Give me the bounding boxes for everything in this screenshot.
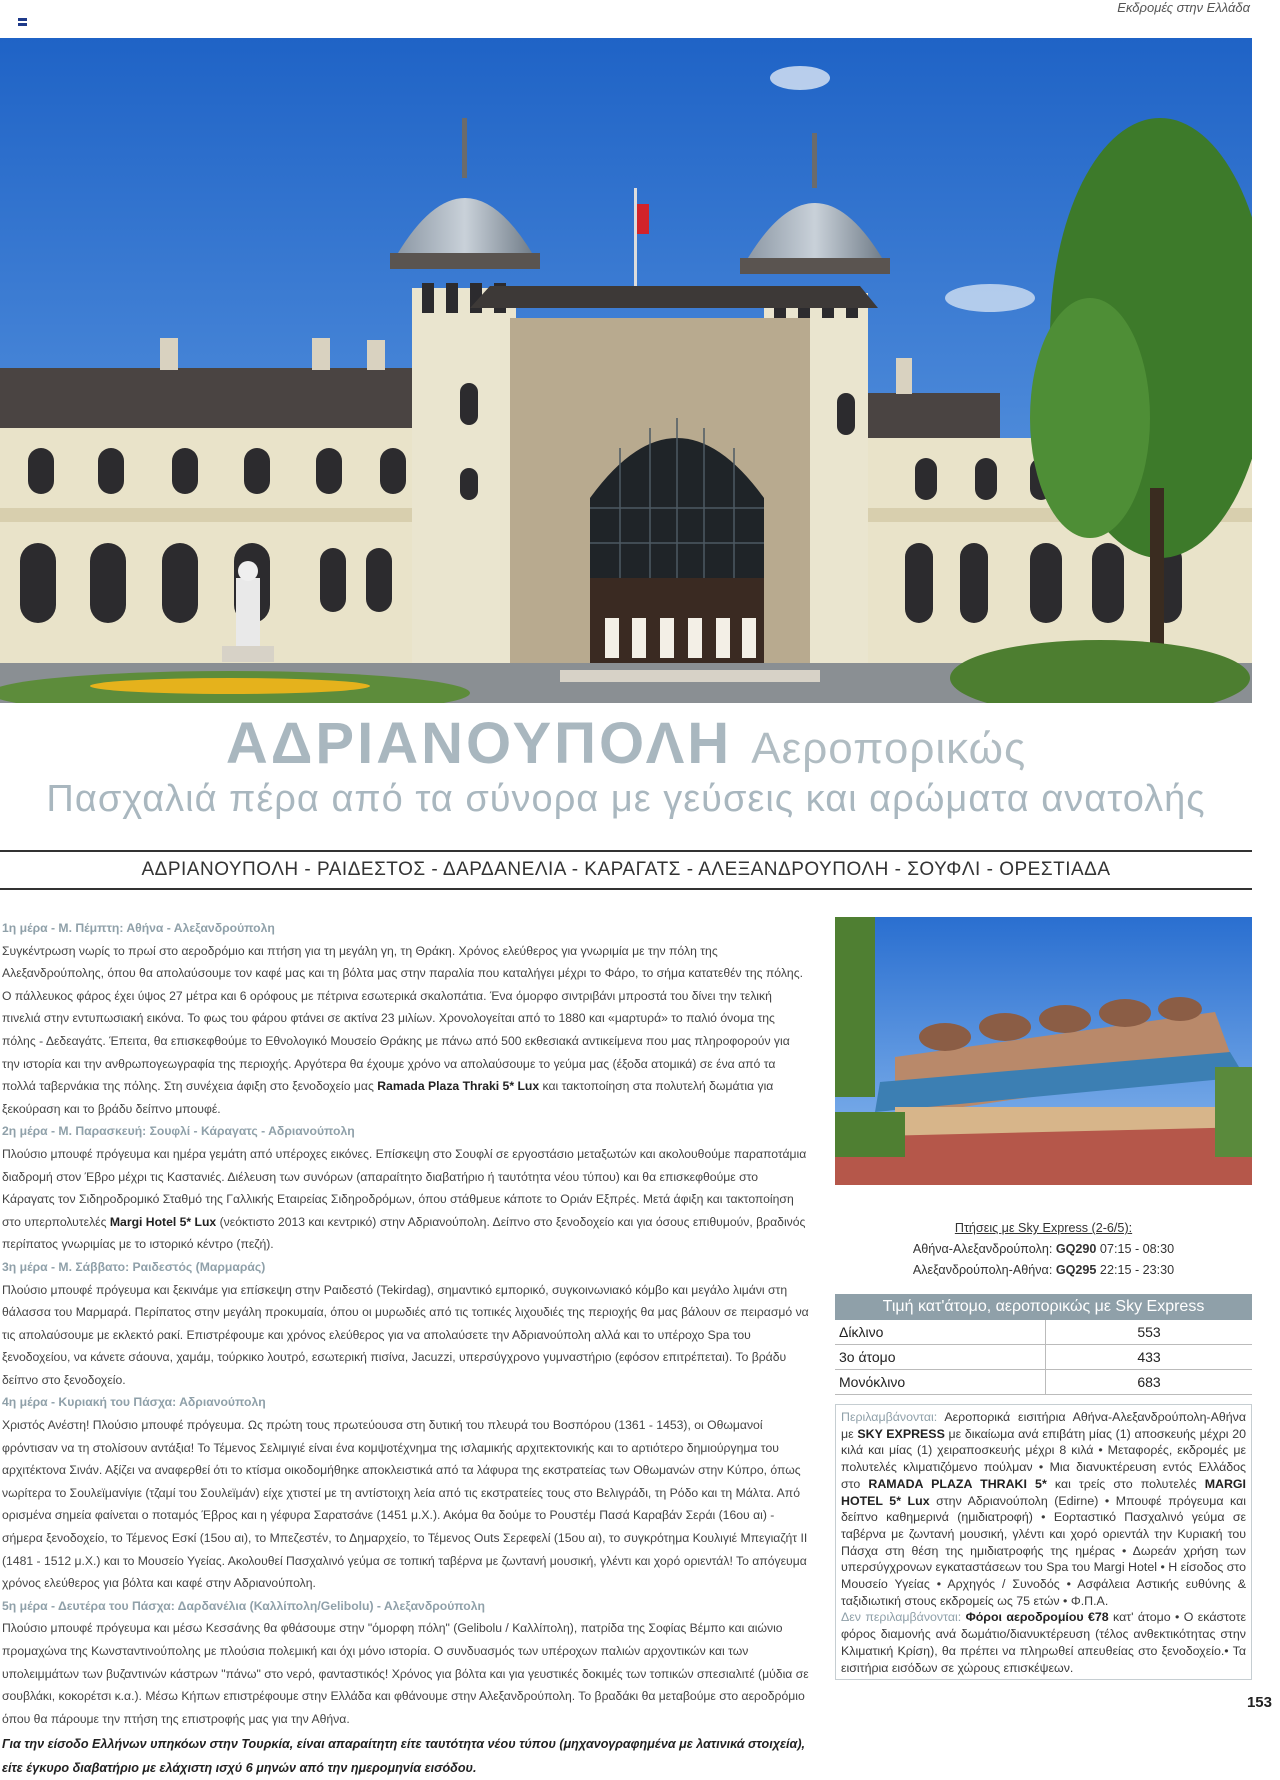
table-row: [835, 1320, 1252, 1345]
room-type: Μονόκλινο: [835, 1370, 1046, 1395]
includes-bold: MARGI HOTEL 5* Lux: [841, 1476, 1246, 1508]
photo-bazaar: [835, 917, 1252, 1185]
entry-notice: Για την είσοδο Ελλήνων υπηκόων στην Τουρκία, είναι απαραίτητη είτε ταυτότητα νέου τύπου (μηχανογραφημένα με λατινικά στοιχεία), είτε έγκυρο διαβατήριο με ελάχιστη ισχύ 6 μηνών από την ημερομηνία εισόδου.: [2, 1737, 806, 1776]
route-bar: ΑΔΡΙΑΝΟΥΠΟΛΗ - ΡΑΙΔΕΣΤΟΣ - ΔΑΡΔΑΝΕΛΙΑ - ΚΑΡΑΓΑΤΣ - ΑΛΕΞΑΝΔΡΟΥΠΟΛΗ - ΣΟΥΦΛΙ - ΟΡΕΣΤΙΑΔΑ: [0, 850, 1252, 890]
page-title: [0, 712, 1252, 776]
day-text: Πλούσιο μπουφέ πρόγευμα και ξεκινάμε για επίσκεψη στην Ραιδεστό (Tekirdag), σημαντικό εμπορικό, συγκοινωνιακό κόμβο και μεγάλο λιμάνι στη θάλασσα του Μαρμαρά. Περίπατος στην μεγάλη προκυμαία, όπου οι μυρωδιές από τις τοπικές λιχουδιές της περιοχής θα μας βάλουν σε πειρασμό να τις απολαύσουμε με εκλεκτό ρακί. Επιστρέφουμε και χρόνος ελεύθερος για να απολαύσετε την Αδριανούπολη αλλά και το υπέροχο Spa του ξενοδοχείου, να κάνετε σάουνα, χαμάμ, τούρκικο λουτρό, εσωτερική πισίνα, Jacuzzi, υπερσύγχρονο γυμναστήριο (εφόσον επιτρέπεται). Το βράδυ δείπνο στο ξενοδοχείο.: [2, 1282, 809, 1387]
day-text-part: και τακτοποίηση στα πολυτελή δωμάτια για ξεκούραση και το βράδυ δείπνο μπουφέ.: [2, 1079, 774, 1116]
includes-text: στην Αδριανούπολη (Edirne) • Μπουφέ πρόγευμα και δείπνο καθημερινά (ημιδιατροφή) • Εορταστικό Πασχαλινό γεύμα σε ταβέρνα με ζωντανή μουσική, γλέντι και χορό οριεντάλ την Κυριακή του Πάσχα στη θέση της ημιδιατροφής της ημέρας • Δωρεάν χρήση των υπερσύγχρονων εγκαταστάσεων του Spa του Margi Hotel • Η είσοδος στο Μουσείο Υγείας • Αρχηγός / Συνοδός • Ασφάλεια Αστικής ευθύνης & ταξιδιωτική στους εκδρομείς ως 75 ετών • Φ.Π.Α.: [841, 1493, 1247, 1608]
flight-code: GQ295: [1055, 1263, 1097, 1277]
price-table: [835, 1294, 1252, 1395]
excludes-lead: Δεν περιλαμβάνονται:: [841, 1610, 962, 1625]
day-text: [2, 940, 810, 1121]
includes-lead: Περιλαμβάνονται:: [841, 1410, 938, 1424]
price-header: Τιμή κατ'άτομο, αεροπορικώς με Sky Express: [835, 1294, 1252, 1320]
hotel-name: Margi Hotel 5* Lux: [109, 1214, 217, 1229]
section-label: Εκδρομές στην Ελλάδα: [1117, 0, 1250, 15]
excludes-bold: Φόροι αεροδρομίου €78: [961, 1610, 1109, 1625]
day-text: Πλούσιο μπουφέ πρόγευμα και μέσω Κεσσάνης θα φθάσουμε στην "όμορφη πόλη" (Gelibolu / Καλλίπολη), πατρίδα της Σοφίας Βέμπο και αιώνιο προμαχώνα της Κωνσταντινούπολης με πλούσια πολεμική και όχι μόνο ιστορία. Ο συνδυασμός των υπέροχων παλιών αρχοντικών και των υπολειμμάτων των βυζαντινών κάστρων "πάνω" στο νερό, φανταστικός! Χρόνος για βόλτα και για γευστικές δοκιμές των τοπικών σπεσιαλιτέ (μύδια σε σουβλάκι, κοκορέτσι κ.α.). Μέσω Κήπων επιστρέφουμε στην Ελλάδα και φθάνουμε στην Αλεξανδρούπολη. Το βραδάκι θα μεταβούμε στο αεροδρόμιο όπου θα πάρουμε την πτήση της επιστροφής μας για την Αθήνα.: [2, 1621, 809, 1726]
title-main: ΑΔΡΙΑΝΟΥΠΟΛΗ: [225, 711, 733, 776]
itinerary: [2, 917, 810, 1780]
day-heading: 2η μέρα - Μ. Παρασκευή: Σουφλί - Κάραγατς - Αδριανούπολη: [2, 1124, 355, 1139]
includes-bold: SKY EXPRESS: [857, 1426, 945, 1441]
flight-return: [835, 1260, 1252, 1281]
day-text-part: Συγκέντρωση νωρίς το πρωί στο αεροδρόμιο και πτήση για τη μεγάλη γη, τη Θράκη. Χρόνος ελεύθερος για γνωριμία με την πόλη της Αλεξανδρούπολης, όπου θα απολαύσουμε τον καφέ μας και τη βόλτα μας στην παραλία που καταλήγει μέχρι το Φάρο, το σήμα κατατεθέν της πόλης. Ο πάλλευκος φάρος έχει ύψος 27 μέτρα και 6 ορόφους με πέτρινα εσωτερικά σκαλοπάτια. Ένα όμορφο σιντριβάνι μπροστά του δίνει την τελική πινελιά στην εντυπωσιακή εικόνα. Το φως του φάρου φτάνει σε ακτίνα 23 μιλίων. Χρονολογείται από το 1880 και «μαρτυρά» το παλιό όνομα της πόλης - Δεδεαγάτς. Έπειτα, θα επισκεφθούμε το Εθνολογικό Μουσείο Θράκης με πάνω από 500 εκθεσιακά αντικείμενα που μας πληροφορούν για την ιστορία και την ανθρωπογεωγραφία της περιοχής. Αργότερα θα έχουμε χρόνο να απολαύσουμε το γεύμα μας (έξοδα ατομικά) σε ένα από τα πολλά ταβερνάκια της πόλης. Στη συνέχεια άφιξη στο ξενοδοχείο μας: [2, 943, 803, 1094]
page-subtitle: Πασχαλιά πέρα από τα σύνορα με γεύσεις και αρώματα ανατολής: [46, 777, 1206, 820]
excludes-text: κατ' άτομο • Ο εκάστοτε φόρος διαμονής ανά δωμάτιο/διανυκτέρευση (τέλος ανθεκτικότητας στην Κλιματική Κρίση), θα πρέπει να πληρωθεί απευθείας στο ξενοδοχείο.• Τα εισιτήρια εισόδων σε χώρους επισκέψεων.: [841, 1610, 1246, 1675]
day-heading: 3η μέρα - Μ. Σάββατο: Ραιδεστός (Μαρμαράς): [2, 1259, 266, 1274]
title-block: [0, 712, 1252, 821]
day-text-part: (νεόκτιστο 2013 και κεντρικό) στην Αδριανούπολη. Δείπνο στο ξενοδοχείο και για όσους επιθυμούν, βραδινός περίπατος γνωριμίας με το ιστορικό κέντρο (πεζή).: [2, 1214, 806, 1252]
day-heading: 5η μέρα - Δευτέρα του Πάσχα: Δαρδανέλια (Καλλίπολη/Gelibolu) - Αλεξανδρούπολη: [2, 1598, 485, 1613]
flights-title: Πτήσεις με Sky Express (2-6/5):: [954, 1221, 1133, 1235]
table-row: [835, 1345, 1252, 1370]
flight-code: GQ290: [1055, 1242, 1097, 1256]
flights-info: [835, 1218, 1252, 1281]
room-type: 3ο άτομο: [835, 1345, 1046, 1370]
room-type: Δίκλινο: [835, 1320, 1046, 1345]
day-text-part: Πλούσιο μπουφέ πρόγευμα και ημέρα γεμάτη από υπέροχες εικόνες. Επίσκεψη στο Σουφλί σε εργοστάσιο μεταξωτών και ακολουθούμε παραποτάμια διαδρομή στον Έβρο μέχρι τις Καστανιές. Διέλευση των συνόρων (απαραίτητο διαβατήριο ή ταυτότητα νέου τύπου) και θα επισκεφθούμε στο Κάραγατς τον Σιδηροδρομικό Σταθμό της Γαλλικής Εταιρείας Σιδηροδρόμων, όπου στάθμευε κάποτε το Οριάν Εξπρές. Μετά άφιξη και τακτοποίηση στο υπερπολυτελές: [2, 1146, 807, 1229]
flight-outbound: [835, 1239, 1252, 1260]
price-value: 433: [1046, 1345, 1253, 1370]
flag-icon: [18, 18, 27, 26]
day-heading: 1η μέρα - Μ. Πέμπτη: Αθήνα - Αλεξανδρούπολη: [2, 921, 275, 935]
title-suffix: Αεροπορικώς: [751, 724, 1027, 773]
day-text: Χριστός Ανέστη! Πλούσιο μπουφέ πρόγευμα. Ως πρώτη τους πρωτεύουσα στη δυτική του πλευρά του Βοσπόρου (1361 - 1453), οι Οθωμανοί φρόντισαν να τη στολίσουν αντάξια! Το Τέμενος Σελιμιγιέ είναι ένα κομψοτέχνημα της ισλαμικής αρχιτεκτονικής και το αρτιότερο δημιούργημα του αρχιτέκτονα Σινάν. Αξίζει να αναφερθεί ότι το κτίσμα οικοδομήθηκε αποκλειστικά από τα λάφυρα της εκστρατείας των Οθωμανών στην Κύπρο, όπως νωρίτερα το Σουλεϊμανίγιε (τζαμί του Σουλεϊμάν) είχε χτιστεί με τη αντίστοιχη λεία από τις εκστρατείες τους στο Βελιγράδι, τη Ρόδο και τη Μάλτα. Από ορισμένα σημεία φαίνεται ο ποταμός Έβρος και η γέφυρα Σαρατσάνε (1451 μ.Χ.). Ακόμα θα δούμε το Ρουστέμ Πασά Καραβάν Σεράι (16ου αι) - σήμερα ξενοδοχείο, το Τέμενος Εσκί (15ου αι), το Μπεζεστέν, το Δημαρχείο, το Τέμενος Outs Σερεφελί (15ου αι), το συγκρότημα Κουλιγιέ Μπεγιαζήτ ΙΙ (1481 - 1512 μ.Χ.) και το Μουσείο Υγείας. Ακολουθεί Πασχαλινό γεύμα σε τοπική ταβέρνα με ζωντανή μουσική, γλέντι και χορό οριεντάλ! Το απόγευμα χρόνος ελεύθερος για βόλτα και καφέ στην Αδριανούπολη.: [2, 1418, 808, 1591]
page-number: 153: [1246, 1694, 1272, 1711]
includes-text: Αεροπορικά εισιτήρια Αθήνα-Αλεξανδρούπολη-Αθήνα με: [841, 1410, 1246, 1441]
hero-photo-karagac-station: [0, 38, 1252, 703]
hotel-name: Ramada Plaza Thraki 5* Lux: [377, 1079, 540, 1094]
includes-text: με δικαίωμα ανά επιβάτη μίας (1) αποσκευής μέχρι 20 κιλά και μίας (1) χειραποσκευής μέχρι 8 κιλά • Μεταφορές, εκδρομές με πολυτελές κλιματιζόμενο πούλμαν • Μια διανυκτέρευση εντός Ελλάδος στο: [841, 1426, 1247, 1491]
flight-route: Αλεξανδρούπολη-Αθήνα:: [912, 1263, 1056, 1277]
table-row: [835, 1370, 1252, 1395]
includes-bold: RAMADA PLAZA THRAKI 5*: [868, 1476, 1047, 1491]
flight-time: 07:15 - 08:30: [1096, 1242, 1175, 1256]
day-heading: 4η μέρα - Κυριακή του Πάσχα: Αδριανούπολη: [2, 1395, 266, 1410]
flight-route: Αθήνα-Αλεξανδρούπολη:: [912, 1242, 1056, 1256]
price-value: 553: [1046, 1320, 1253, 1345]
flight-time: 22:15 - 23:30: [1096, 1263, 1175, 1277]
price-value: 683: [1046, 1370, 1253, 1395]
day-text: [2, 1143, 810, 1256]
includes-text: και τρείς στο πολυτελές: [1046, 1476, 1205, 1491]
includes-box: [835, 1404, 1252, 1680]
